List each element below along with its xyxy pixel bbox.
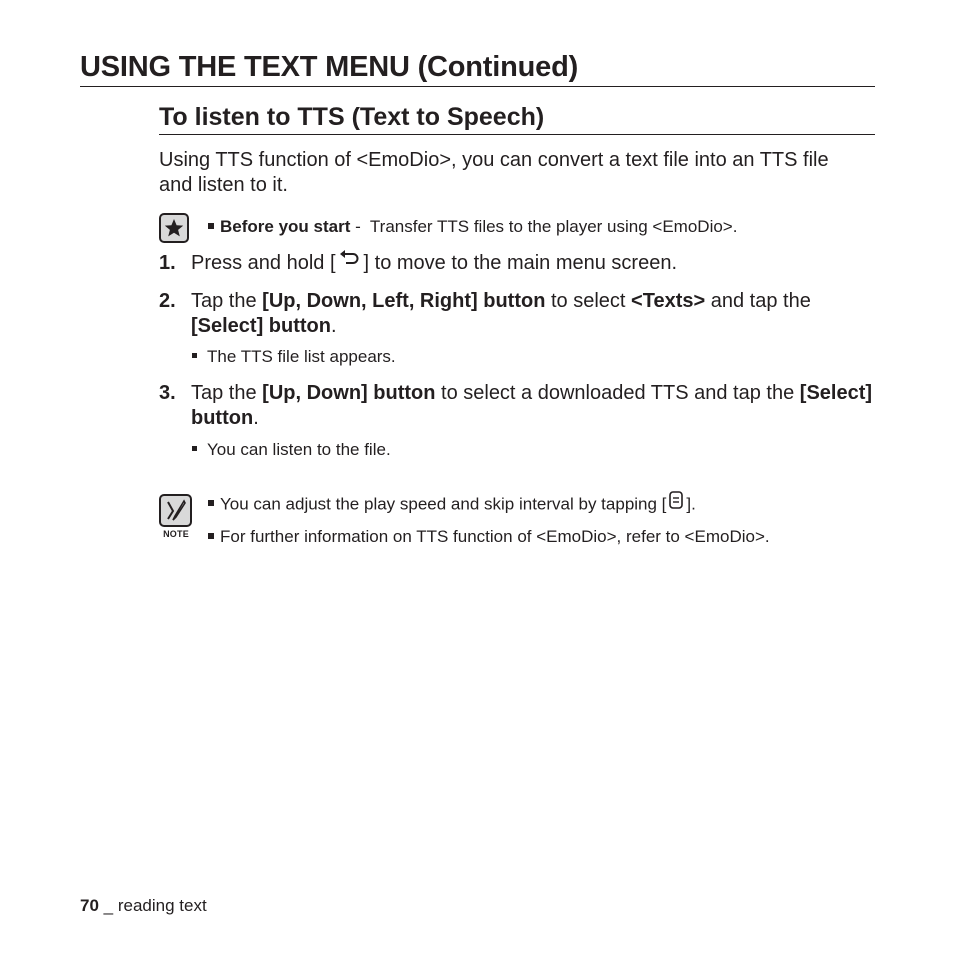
step-text [191,251,874,276]
section-title: To listen to TTS (Text to Speech) [159,101,875,135]
intro-paragraph: Using TTS function of <EmoDio>, you can convert a text file into an TTS file and listen to it. [159,149,829,196]
step-2-sub-text: The TTS file list appears. [207,347,396,366]
step-3-b1: [Up, Down] button [262,382,436,404]
note-line-2-text: For further information on TTS function of <EmoDio>, refer to <EmoDio>. [220,527,770,546]
step-3-t1: Tap the [191,382,263,404]
bullet-square [192,353,197,358]
back-arrow-icon [339,249,361,274]
before-start-line [208,216,737,238]
bullet-square [192,446,197,451]
before-start-text: Transfer TTS files to the player using <EmoDio>. [369,217,738,236]
step-3 [159,381,874,431]
step-1-text-b: ] to move to the main menu screen. [363,252,678,274]
page-footer [80,895,207,917]
step-2-sub-bullet [192,346,396,368]
step-3-sub-bullet [192,439,391,461]
step-number: 1. [159,252,176,274]
step-2-b1: [Up, Down, Left, Right] button [262,290,546,312]
bullet-square [208,223,214,229]
step-2 [159,289,874,339]
bullet-square [208,533,214,539]
step-text [191,381,874,431]
step-2-t4: . [331,315,337,337]
note-line-1-text-a: You can adjust the play speed and skip interval by tapping [ [220,494,667,514]
step-3-sub-text: You can listen to the file. [207,440,391,459]
step-number: 2. [159,290,176,312]
before-start-separator: - [350,217,366,236]
step-1-text-a: Press and hold [ [191,252,336,274]
step-number: 3. [159,382,176,404]
star-icon [159,213,189,243]
note-line-2 [208,526,770,548]
note-line-1-text-b: ]. [686,494,696,514]
note-line-1 [208,493,696,517]
step-3-b2: [Select] button [191,382,873,429]
step-1 [159,251,874,276]
bullet-square [208,500,214,506]
note-pencil-icon [159,494,192,527]
step-2-t2: to select [545,290,632,312]
before-start-label: Before you start [220,217,351,236]
step-3-t3: . [253,407,259,429]
step-3-t2: to select a downloaded TTS and tap the [435,382,800,404]
step-2-b3: [Select] button [191,315,331,337]
menu-button-icon [669,491,683,515]
step-2-b2: <Texts> [631,290,706,312]
step-2-t3: and tap the [705,290,811,312]
footer-separator: _ [98,896,118,915]
page-number: 70 [80,896,99,915]
step-2-t1: Tap the [191,290,263,312]
footer-section: reading text [117,896,207,915]
step-text [191,289,874,339]
note-label: NOTE [163,529,189,539]
page-title: USING THE TEXT MENU (Continued) [80,50,875,87]
